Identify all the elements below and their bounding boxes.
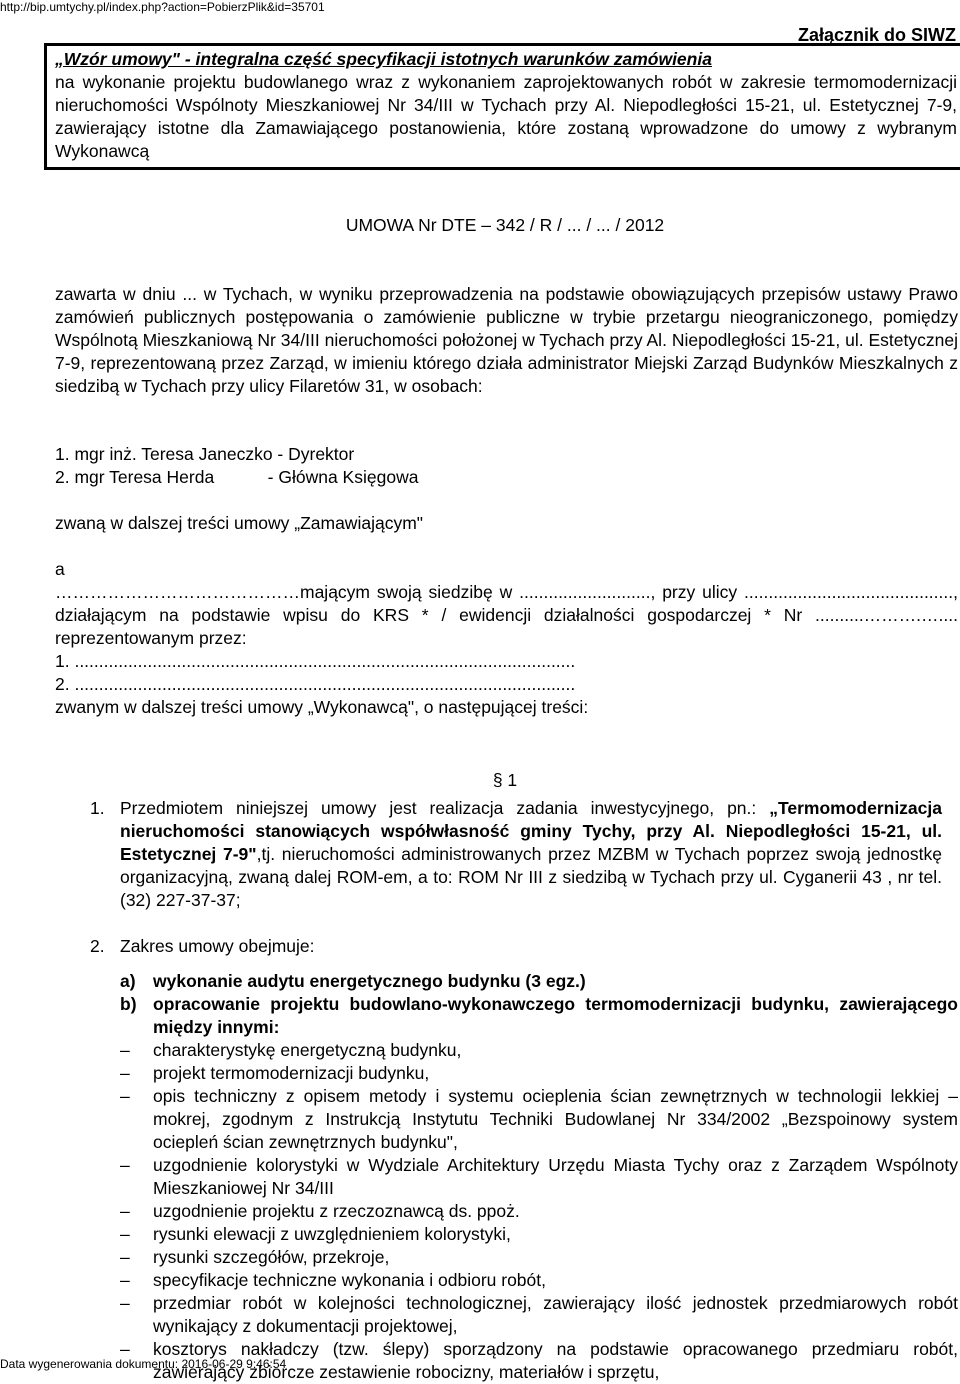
item-2a-text: wykonanie audytu energetycznego budynku (3 egz.) [153, 971, 586, 991]
list-item: – uzgodnienie projektu z rzeczoznawcą ds. ppoż. [120, 1201, 520, 1221]
contract-title: UMOWA Nr DTE – 342 / R / ... / ... / 2012 [345, 215, 665, 235]
item-2b-text: opracowanie projektu budowlano-wykonawczego termomodernizacji budynku, zawierającego między innymi: [153, 994, 958, 1037]
item-2a-label: a) [120, 971, 136, 991]
item-1-rest: ,tj. nieruchomości administrowanych przez MZBM w Tychach poprzez swoją jednostkę organizacyjną, zwaną dalej ROM-em, a to: ROM Nr III z siedzibą w Tychach przy ul. Cyganerii 43 , nr tel. (32) 227-37-37; [120, 844, 942, 910]
box-body: na wykonanie projektu budowlanego wraz z wykonaniem zaprojektowanych robót w zakresie termomodernizacji nieruchomości Wspólnoty Mieszkaniowej Nr 34/III w Tychach przy Al. Niepodległości 15-21, ul. Estetycznej 7-9, zawierający istotne dla Zamawiającego postanowienia, które zostaną wprowadzone do umowy z wybranym Wykonawcą [55, 72, 957, 161]
list-item: – projekt termomodernizacji budynku, [120, 1063, 430, 1083]
list-item: – rysunki elewacji z uwzględnieniem kolorystyki, [120, 1224, 511, 1244]
representative-2: 2. ....................................................................................................... [55, 674, 576, 694]
section-paragraph-1: § 1 [492, 770, 518, 790]
and-label: a [55, 559, 65, 579]
person-2: 2. mgr Teresa Herda - Główna Księgowa [55, 467, 419, 487]
source-url[interactable]: http://bip.umtychy.pl/index.php?action=PobierzPlik&id=35701 [0, 0, 325, 14]
box-heading: „Wzór umowy" - integralna część specyfikacji istotnych warunków zamówienia [55, 49, 712, 69]
list-item: – opis techniczny z opisem metody i systemu ocieplenia ścian zewnętrznych w technologii lekkiej – mokrej, zgodnym z Instrukcją Instytutu Techniki Budowlanej Nr 334/2002 „Bezspoinowy system ociepleń ścian zewnętrznych budynku", [120, 1086, 958, 1152]
zamawiajacy-line: zwaną w dalszej treści umowy „Zamawiającym" [55, 513, 423, 533]
person-1: 1. mgr inż. Teresa Janeczko - Dyrektor [55, 444, 355, 464]
intro-paragraph: zawarta w dniu ... w Tychach, w wyniku przeprowadzenia na podstawie obowiązujących przepisów ustawy Prawo zamówień publicznych postępowania o zamówienie publiczne w trybie przetargu nieograniczonego, pomiędzy Wspólnotą Mieszkaniową Nr 34/III nieruchomości położonej w Tychach przy Al. Niepodległości 15-21, ul. Estetycznej 7-9, reprezentowaną przez Zarząd, w imieniu którego działa administrator Miejski Zarząd Budynków Mieszkalnych z siedzibą w Tychach przy ulicy Filaretów 31, w osobach: [55, 284, 958, 396]
generated-date-footer: Data wygenerowania dokumentu: 2016-06-29 9:46:54 [0, 1357, 287, 1371]
wykonawca-line: zwanym w dalszej treści umowy „Wykonawcą", o następującej treści: [55, 697, 589, 717]
list-item: – specyfikacje techniczne wykonania i odbioru robót, [120, 1270, 546, 1290]
item-1-task-name: „Termomodernizacja nieruchomości stanowiących współwłasność gminy Tychy, przy Al. Niepodległości 15-21, ul. Estetycznej 7-9" [120, 798, 942, 864]
list-item: – przedmiar robót w kolejności technologicznej, zawierający ilość jednostek przedmiarowych robót wynikający z dokumentacji projektowej, [120, 1293, 958, 1336]
list-item: – kosztorys nakładczy (tzw. ślepy) sporządzony na podstawie opracowanego przedmiaru robót, zawierający zbiorcze zestawienie robocizny, materiałów i sprzętu, [120, 1339, 958, 1382]
item-2b-label: b) [120, 994, 137, 1014]
header-box [44, 43, 960, 170]
item-1-text [120, 797, 942, 912]
contractor-paragraph: ……………………………………mającym swoją siedzibę w ..........................., przy ulicy ..........................................., działającym na podstawie wpisu do KRS * / ewidencji działalności gospodarczej * Nr ..........……….….... reprezentowanym przez: [55, 582, 958, 648]
list-item: – rysunki szczegółów, przekroje, [120, 1247, 390, 1267]
representative-1: 1. ....................................................................................................... [55, 651, 576, 671]
item-1-number: 1. [90, 798, 105, 818]
list-item: – charakterystykę energetyczną budynku, [120, 1040, 462, 1060]
item-2-number: 2. [90, 936, 105, 956]
list-item: – uzgodnienie kolorystyki w Wydziale Architektury Urzędu Miasta Tychy oraz z Zarządem Wspólnoty Mieszkaniowej Nr 34/III [120, 1155, 958, 1198]
attachment-label: Załącznik do SIWZ [797, 25, 956, 45]
scope-list [120, 1039, 958, 1384]
item-2-lead: Zakres umowy obejmuje: [120, 936, 315, 956]
item-1-lead: Przedmiotem niniejszej umowy jest realizacja zadania inwestycyjnego, pn.: [120, 798, 757, 818]
